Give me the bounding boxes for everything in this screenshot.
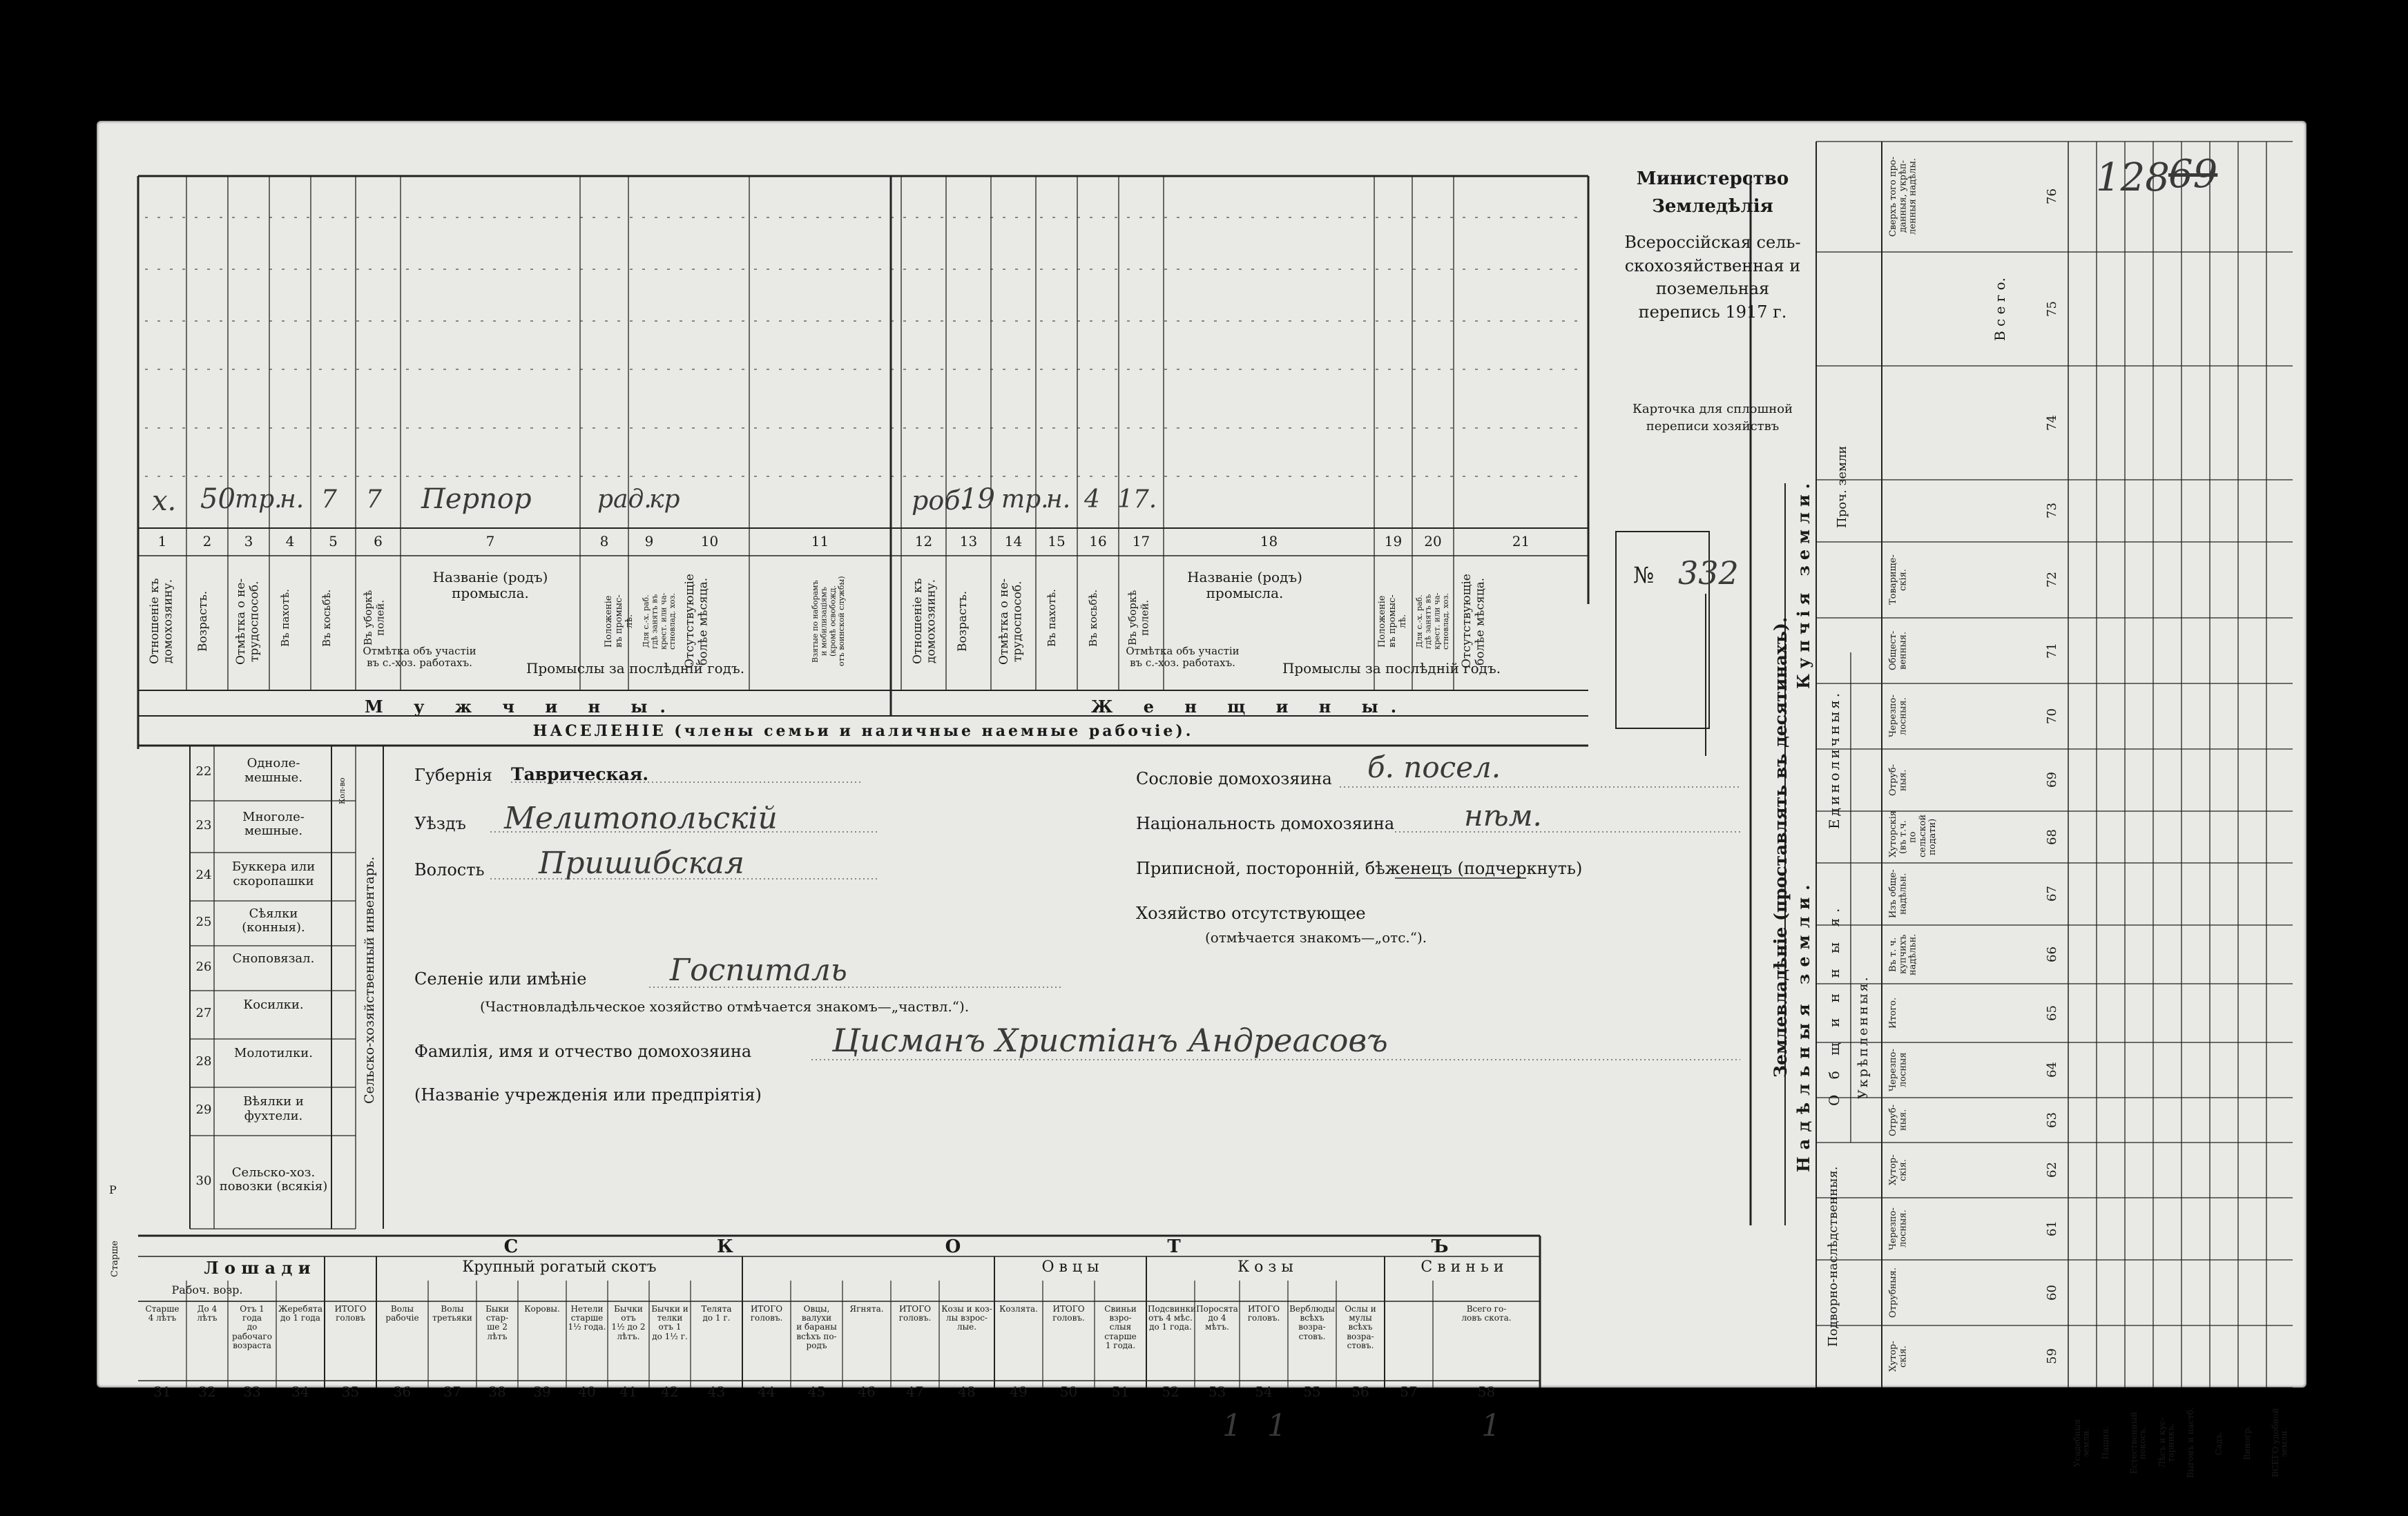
inventory-number: 22 [195, 764, 212, 779]
livestock-col-number: 32 [198, 1383, 216, 1400]
livestock-value-53: 1 [1222, 1408, 1242, 1444]
livestock-col-number: 50 [1059, 1383, 1078, 1400]
land-col-number: 75 [2045, 301, 2059, 317]
livestock-value-54: 1 [1267, 1408, 1287, 1444]
land-row-label: ВСЕГО удобной земли. [2271, 1408, 2289, 1478]
livestock-col-number: 56 [1351, 1383, 1369, 1400]
men-disabled: тр. [235, 485, 282, 514]
livestock-col-number: 57 [1400, 1383, 1418, 1400]
livestock-col-header: Свиньи взро- слыя старше 1 года. [1104, 1304, 1137, 1350]
women-disabled: тр. [1001, 485, 1049, 514]
livestock-col-number: 44 [758, 1383, 776, 1400]
land-col-number: 68 [2045, 829, 2059, 845]
pop-col-number: 8 [599, 533, 609, 550]
livestock-col-header: Быки стар- ше 2 лѣтъ [485, 1304, 509, 1341]
card-number: 332 [1678, 554, 1739, 592]
pop-col-header: Возрастъ. [196, 590, 210, 652]
livestock-col-number: 37 [443, 1383, 461, 1400]
pop-col-header: Положеніе въ промыс- лѣ. [604, 594, 635, 648]
land-col-header: Черезпо- лосныя. [1888, 1207, 1909, 1250]
purchased-label: Купчія земли. [1793, 477, 1813, 690]
livestock-col-header: Ослы и мулы всѣхъ возра- стовъ. [1345, 1304, 1376, 1350]
uezd-label: Уѣздъ [414, 814, 466, 833]
livestock-col-header: Ягнята. [849, 1304, 884, 1314]
livestock-col-header: Козы и коз- лы взрос- лые. [941, 1304, 992, 1332]
inventory-number: 30 [195, 1173, 212, 1188]
livestock-col-header: Верблюды всѣхъ возра- стовъ. [1289, 1304, 1335, 1341]
livestock-col-number: 46 [858, 1383, 876, 1400]
pop-col-header: Въ пахотѣ. [1046, 589, 1058, 647]
absent-label: Хозяйство отсутствующее [1136, 904, 1366, 923]
land-col-header: Изъ обще- надѣльн. [1888, 869, 1909, 919]
village-value: Госпиталь [670, 953, 847, 988]
sole-label: Единоличныя. [1826, 690, 1842, 829]
land-row-label: Усадебныя земли. [2072, 1419, 2091, 1467]
livestock-col-number: 55 [1303, 1383, 1321, 1400]
livestock-col-number: 39 [533, 1383, 551, 1400]
gubernia-value: Таврическая. [511, 764, 649, 784]
volost-label: Волость [414, 860, 485, 880]
livestock-col-number: 42 [661, 1383, 679, 1400]
livestock-col-header: ИТОГО головъ. [898, 1304, 932, 1323]
inventory-number: 26 [195, 959, 212, 974]
livestock-col-number: 47 [906, 1383, 924, 1400]
pop-col-number: 4 [285, 533, 295, 550]
horses-group: Л о ш а д и [204, 1258, 311, 1278]
livestock-banner-letter: О [945, 1236, 961, 1257]
goats-group: К о з ы [1237, 1259, 1293, 1276]
pop-col-header: Отсутствующіе болѣе мѣсяца. [683, 574, 711, 669]
pop-col-number: 10 [700, 533, 719, 550]
land-title: Землевладѣніе (проставлять въ десятинахъ). [1771, 616, 1791, 1078]
page-mark-crossed: 69 [2168, 152, 2218, 197]
land-col-number: 72 [2045, 572, 2059, 588]
land-col-header: Хутор- скія. [1888, 1341, 1909, 1372]
livestock-col-number: 52 [1162, 1383, 1179, 1400]
inventory-item-label: Вѣялки и фухтели. [243, 1094, 304, 1123]
absent-note: (отмѣчается знакомъ—„отс.“). [1205, 929, 1427, 946]
pop-col-header: Отмѣтка о не- трудоспособ. [234, 578, 262, 665]
livestock-col-header: Волы рабочіе [385, 1304, 419, 1323]
livestock-col-number: 33 [243, 1383, 261, 1400]
men-plough: н. [280, 485, 305, 514]
livestock-banner-letter: К [717, 1236, 733, 1257]
livestock-col-header: Волы третьяки [432, 1304, 472, 1323]
trades-year-men: Промыслы за послѣдній годъ. [526, 660, 745, 677]
livestock-col-header: Телята до 1 г. [701, 1304, 732, 1323]
livestock-col-header: Поросята до 4 мѣтъ. [1196, 1304, 1238, 1332]
pop-col-header: Отношеніе къ домохозяину. [148, 578, 175, 665]
land-col-header: Общест- венныя. [1888, 630, 1909, 671]
pop-col-number: 21 [1512, 533, 1530, 550]
volost-value: Пришибская [539, 846, 745, 881]
livestock-col-header: ИТОГО головъ. [750, 1304, 783, 1323]
land-col-number: 73 [2045, 503, 2059, 519]
livestock-col-number: 54 [1255, 1383, 1273, 1400]
livestock-banner-letter: Т [1167, 1236, 1181, 1257]
livestock-col-number: 53 [1208, 1383, 1226, 1400]
land-col-header: В с е г о. [1992, 277, 2008, 341]
nationality-label: Національность домохозяина [1136, 814, 1395, 833]
land-row-label: Садъ. [2214, 1430, 2224, 1455]
inventory-number: 29 [195, 1102, 212, 1117]
pop-col-header: Положеніе въ промыс- лѣ. [1377, 594, 1408, 648]
inventory-number: 27 [195, 1006, 212, 1020]
land-row-label: Виногр. [2242, 1426, 2252, 1460]
inventory-count-label: Кол-во [338, 777, 347, 804]
land-col-number: 62 [2045, 1162, 2059, 1178]
inventory-number: 24 [195, 868, 212, 882]
livestock-banner-letter: С [503, 1236, 519, 1257]
land-col-number: 65 [2045, 1005, 2059, 1021]
land-row-label: Естественный покосъ. [2129, 1412, 2148, 1474]
land-col-header: Хутор- скія. [1888, 1154, 1909, 1186]
allotment-label: Надѣльныя земли. [1793, 877, 1813, 1173]
land-col-header: Отруб- ныя. [1888, 764, 1909, 797]
land-col-header: Черезпо- лосныя [1888, 1049, 1909, 1091]
inventory-number: 23 [195, 817, 212, 833]
livestock-col-header: ИТОГО головъ. [1247, 1304, 1280, 1323]
work-age-label: Рабоч. возр. [171, 1283, 243, 1296]
pop-col-number: 12 [914, 533, 933, 550]
livestock-col-number: 36 [393, 1383, 412, 1400]
inventory-item-label: Сѣялки (конныя). [242, 906, 305, 935]
land-row-label: Выгонъ и пастб. [2186, 1407, 2195, 1479]
men-trade-name: Перпор [421, 483, 532, 515]
land-col-header: Черезпо- лосныя. [1888, 694, 1909, 738]
pop-col-number: 13 [959, 533, 978, 550]
pop-col-number: 9 [644, 533, 654, 550]
land-col-number: 70 [2045, 708, 2059, 724]
pop-col-header: Въ уборкѣ полей. [1126, 590, 1151, 646]
livestock-col-header: Нетели старше 1½ года. [568, 1304, 606, 1332]
livestock-col-number: 49 [1010, 1383, 1028, 1400]
card-type: Карточка для сплошной переписи хозяйствъ [1632, 402, 1793, 434]
livestock-col-header: Бычки отъ 1½ до 2 лѣтъ. [611, 1304, 646, 1341]
census-title: Всероссійская сель- скохозяйственная и поземельная перепись 1917 г. [1624, 233, 1801, 322]
livestock-col-header: Старше 4 лѣтъ [145, 1304, 180, 1323]
livestock-col-header: Бычки и телки отъ 1 до 1½ г. [651, 1304, 688, 1341]
page-mark: 128 [2096, 155, 2170, 200]
pop-col-number: 1 [157, 533, 167, 550]
women-age: 19 [960, 483, 995, 515]
pop-col-number: 18 [1260, 533, 1278, 550]
livestock-col-number: 38 [488, 1383, 506, 1400]
inventory-title: Сельско-хозяйственный инвентарь. [362, 856, 377, 1105]
inventory-number: 25 [195, 914, 212, 929]
women-mowing: 4 [1084, 485, 1100, 514]
men-label: М у ж ч и н ы. [365, 697, 678, 717]
men-harvest: 7 [366, 485, 382, 514]
men-relation: х. [152, 485, 177, 517]
household-label: Подворно-наслѣдственныя. [1826, 1166, 1840, 1347]
name-label: Фамилія, имя и отчество домохозяина [414, 1042, 752, 1061]
inventory-item-label: Буккера или скоропашки [231, 859, 316, 888]
livestock-col-number: 34 [291, 1383, 309, 1400]
land-col-header: Отруб- ныя. [1888, 1104, 1909, 1136]
inventory-item-label: Одноле- мешные. [244, 756, 303, 785]
institution-label: (Названіе учрежденія или предпріятія) [414, 1085, 762, 1105]
card-number-label: № [1633, 562, 1655, 588]
uezd-value: Мелитопольскій [504, 801, 778, 836]
livestock-col-header: Отъ 1 года до рабочаго возраста [232, 1304, 272, 1350]
trade-name-header-men: Названіе (родъ) промысла. [432, 569, 548, 601]
women-label: Ж е н щ и н ы. [1090, 697, 1409, 717]
pop-col-number: 5 [329, 533, 338, 550]
pigs-group: С в и н ь и [1420, 1259, 1504, 1276]
livestock-col-header: До 4 лѣтъ [197, 1304, 218, 1323]
participation-women: Отмѣтка объ участіи въ с.-хоз. работахъ. [1126, 645, 1240, 670]
land-col-number: 64 [2045, 1062, 2059, 1078]
ministry-line2: Земледѣлія [1652, 196, 1773, 217]
inventory-item-label: Косилки. [243, 998, 304, 1012]
women-harvest: 17. [1117, 485, 1157, 514]
land-col-number: 63 [2045, 1112, 2059, 1128]
pop-col-number: 19 [1384, 533, 1403, 550]
livestock-col-header: Овцы, валухи и бараны всѣхъ по- родъ [796, 1304, 837, 1350]
pop-col-number: 11 [811, 533, 829, 550]
land-col-number: 67 [2045, 886, 2059, 902]
status-label: Приписной, посторонній, бѣженецъ (подчеркнуть) [1136, 859, 1583, 878]
left-edge-label: Старше [110, 1241, 120, 1277]
ministry-line1: Министерство [1636, 168, 1789, 189]
land-col-header: Въ т. ч. купчихъ надѣльн. [1888, 933, 1918, 975]
nationality-value: нѣм. [1464, 799, 1542, 833]
livestock-col-number: 35 [341, 1383, 360, 1400]
cattle-group: Крупный рогатый скотъ [462, 1259, 657, 1276]
estate-label: Сословіе домохозяина [1136, 769, 1332, 788]
trades-year-women: Промыслы за послѣдній годъ. [1282, 660, 1501, 677]
livestock-col-number: 31 [153, 1383, 171, 1400]
land-col-header: Товарище- скія. [1888, 554, 1909, 605]
livestock-banner-letter: Ъ [1431, 1236, 1449, 1257]
livestock-col-number: 51 [1111, 1383, 1130, 1400]
householder-name: Цисманъ Христіанъ Андреасовъ [832, 1022, 1388, 1059]
gubernia-label: Губернія [414, 766, 492, 785]
livestock-col-header: Козлята. [999, 1304, 1038, 1314]
land-col-number: 74 [2045, 415, 2059, 431]
pop-col-header: Взятые по наборамъ и мобилизаціямъ (кромѣ освобожд. отъ воинской службы) [811, 576, 846, 667]
estate-value: б. посел. [1367, 750, 1501, 784]
livestock-col-number: 58 [1477, 1383, 1496, 1400]
pop-col-header: Отношеніе къ домохозяину. [911, 578, 938, 665]
women-plough: н. [1046, 485, 1071, 514]
pop-col-number: 3 [244, 533, 253, 550]
pop-col-number: 2 [202, 533, 212, 550]
pop-col-header: Въ пахотѣ. [279, 589, 291, 647]
livestock-col-header: Всего го- ловъ скота. [1461, 1304, 1512, 1323]
inventory-item-label: Многоле- мешные. [242, 809, 305, 839]
men-trade-position: рад. [597, 485, 652, 514]
men-mowing: 7 [321, 485, 337, 514]
pop-col-number: 6 [374, 533, 383, 550]
pop-col-number: 15 [1048, 533, 1066, 550]
land-col-header: Хуторскія (въ т.ч. по сельской подати) [1888, 810, 1938, 857]
pop-col-header: Въ уборкѣ полей. [362, 590, 387, 646]
sheep-group: О в ц ы [1041, 1259, 1099, 1276]
other-land-label: Проч. земли [1835, 445, 1849, 528]
land-col-number: 71 [2045, 643, 2059, 659]
pop-col-header: Для с.-х. раб. гдѣ занятъ въ крест. или ча- стновлад. хоз. [642, 592, 677, 650]
land-col-number: 66 [2045, 946, 2059, 962]
women-relation: роб. [912, 485, 969, 516]
livestock-col-number: 48 [958, 1383, 976, 1400]
land-col-number: 69 [2045, 772, 2059, 788]
land-row-label: Пашня. [2101, 1426, 2110, 1460]
pop-col-header: Въ косьбѣ. [320, 589, 333, 647]
pop-col-number: 17 [1132, 533, 1150, 550]
land-col-number: 76 [2045, 188, 2059, 205]
pop-col-number: 20 [1424, 533, 1442, 550]
pop-col-header: Для с.-х. раб. гдѣ занятъ въ крест. или ча- стновлад. хоз. [1415, 592, 1450, 650]
pop-col-header: Въ косьбѣ. [1087, 589, 1099, 647]
livestock-col-header: ИТОГО головъ. [1052, 1304, 1085, 1323]
land-row-label: Лѣсъ и кус- тарникъ. [2157, 1417, 2176, 1468]
livestock-col-header: Подсвинки отъ 4 мѣс. до 1 года. [1148, 1304, 1197, 1332]
pop-col-number: 14 [1004, 533, 1023, 550]
livestock-col-header: Коровы. [524, 1304, 560, 1314]
men-age: 50 [200, 483, 235, 515]
livestock-col-number: 41 [619, 1383, 637, 1400]
land-col-number: 61 [2045, 1221, 2059, 1237]
men-trade-months: кр [649, 485, 680, 514]
village-note: (Частновладѣльческое хозяйство отмѣчается знакомъ—„частвл.“). [480, 998, 970, 1015]
livestock-col-number: 40 [578, 1383, 596, 1400]
land-col-number: 59 [2045, 1348, 2059, 1365]
pop-col-header: Отмѣтка о не- трудоспособ. [997, 578, 1025, 665]
village-label: Селеніе или имѣніе [414, 969, 587, 989]
livestock-col-header: ИТОГО головъ [334, 1304, 367, 1323]
inventory-item-label: Молотилки. [234, 1046, 313, 1060]
census-card [97, 121, 2306, 1479]
land-col-header: Итого. [1888, 997, 1898, 1029]
pop-col-number: 7 [485, 533, 495, 550]
inventory-item-label: Сноповязал. [232, 951, 315, 966]
livestock-col-number: 45 [807, 1383, 826, 1400]
fortified-label: Укрѣпленныя. [1856, 975, 1871, 1100]
trade-name-header-women: Названіе (родъ) промысла. [1187, 569, 1302, 601]
livestock-col-number: 43 [707, 1383, 726, 1400]
pop-col-header: Отсутствующіе болѣе мѣсяца. [1460, 574, 1487, 669]
participation-men: Отмѣтка объ участіи въ с.-хоз. работахъ. [363, 645, 476, 670]
pop-col-number: 16 [1089, 533, 1107, 550]
population-banner: НАСЕЛЕНІЕ (члены семьи и наличные наемные рабочіе). [532, 722, 1194, 740]
communal-label: О б щ и н н ы я. [1826, 902, 1842, 1107]
inventory-number: 28 [195, 1054, 212, 1069]
land-col-header: Отрубныя. [1888, 1267, 1898, 1318]
livestock-value-58: 1 [1481, 1408, 1501, 1444]
form-grid [97, 121, 2306, 1388]
land-col-number: 60 [2045, 1285, 2059, 1301]
left-edge-r: Р [109, 1183, 117, 1196]
inventory-item-label: Сельско-хоз. повозки (всякія) [219, 1165, 328, 1194]
pop-col-header: Возрастъ. [956, 590, 970, 652]
livestock-col-header: Жеребята до 1 года [278, 1304, 322, 1323]
land-col-header: Сверхъ того про- данныя, укрѣп- ленныя надѣлы. [1888, 157, 1918, 237]
